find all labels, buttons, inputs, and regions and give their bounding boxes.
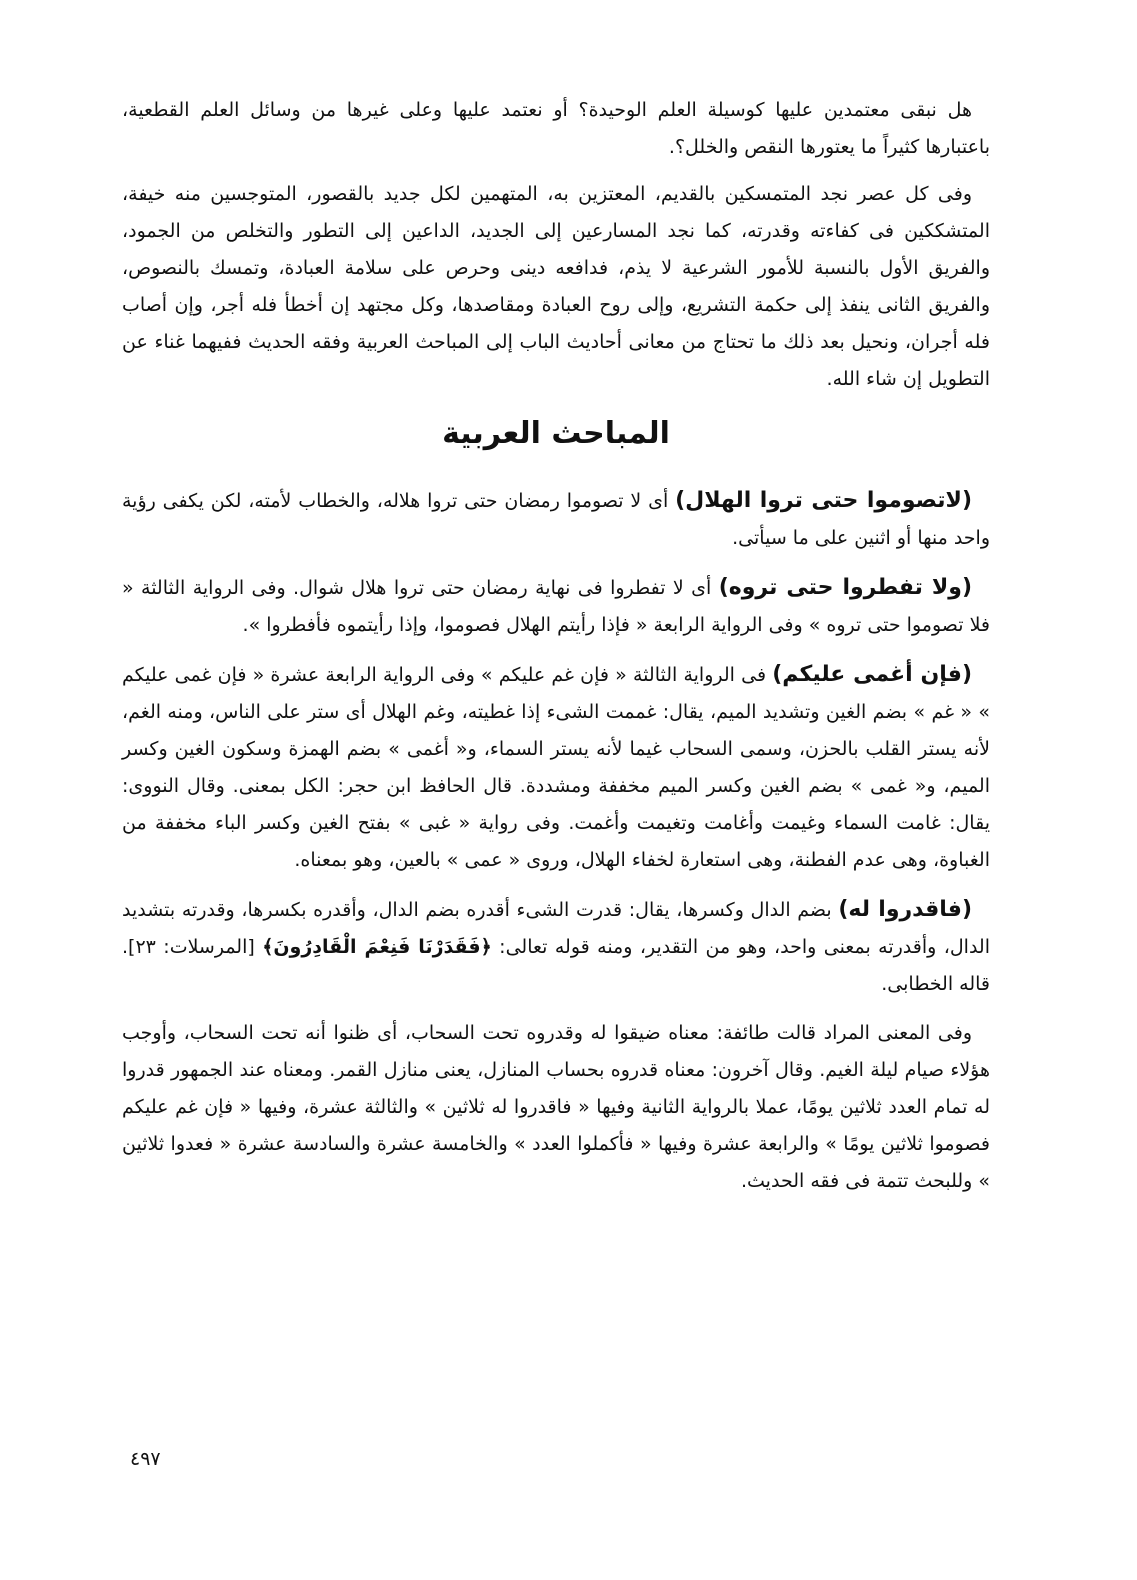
- entry-1: [122, 482, 990, 557]
- entry-4-text: بضم الدال وكسرها، يقال: قدرت الشىء أقدره بضم الدال، وأقدره بكسرها، وقدرته بتشديد الدال، وأقدرته بمعنى واحد، وهو من التقدير، ومنه قوله تعالى:: [122, 899, 990, 958]
- section-heading: المباحث العربية: [442, 416, 670, 451]
- page-body: [122, 92, 990, 1200]
- entry-3-text: فى الرواية الثالثة « فإن غم عليكم » وفى الرواية الرابعة عشرة « فإن غمى عليكم » « غم » بضم الغين وتشديد الميم، يقال: غممت الشىء إذا غطيته، وغم الهلال أى ستر على الناس، ومنه الغم، لأنه يستر القلب بالحزن، وسمى السحاب غيما لأنه يستر السماء، و« أغمى » بضم الهمزة وسكون الغين وكسر الميم، و« غمى » بضم الغين وكسر الميم مخففة ومشددة. قال الحافظ ابن حجر: الكل بمعنى. وقال النووى: يقال: غامت السماء وغيمت وأغامت وتغيمت وأغمت. وفى رواية « غبى » بفتح الغين وكسر الباء مخففة من الغباوة، وهى عدم الفطنة، وهى استعارة لخفاء الهلال، وروى « عمى » بالعين، وهو بمعناه.: [122, 664, 990, 871]
- entry-4: [122, 891, 990, 1003]
- paragraph-final: وفى المعنى المراد قالت طائفة: معناه ضيقوا له وقدروه تحت السحاب، أى ظنوا أنه تحت السحاب، وأوجب هؤلاء صيام ليلة الغيم. وقال آخرون: معناه قدروه بحساب المنازل، يعنى منازل القمر. ومعناه عند الجمهور قدروا له تمام العدد ثلاثين يومًا، عملا بالرواية الثانية وفيها « فاقدروا له ثلاثين » والثالثة عشرة، وفيها « فإن غم عليكم فصوموا ثلاثين يومًا » والرابعة عشرة وفيها « فأكملوا العدد » والخامسة عشرة والسادسة عشرة « فعدوا ثلاثين » وللبحث تتمة فى فقه الحديث.: [122, 1022, 990, 1192]
- entry-2-lemma: (ولا تفطروا حتى تروه): [718, 575, 972, 600]
- entry-3-lemma: (فإن أغمى عليكم): [772, 662, 972, 687]
- entry-1-lemma: (لاتصوموا حتى تروا الهلال): [675, 488, 972, 513]
- entry-4-lemma: (فاقدروا له): [838, 897, 972, 922]
- page-number: ٤٩٧: [130, 1448, 161, 1470]
- paragraph-2: وفى كل عصر نجد المتمسكين بالقديم، المعتزين به، المتهمين لكل جديد بالقصور، المتوجسين منه خيفة، المتشككين فى كفاءته وقدرته، كما نجد المسارعين إلى الجديد، الداعين إلى التطور والتخلص من الجمود، والفريق الأول بالنسبة للأمور الشرعية لا يذم، فدافعه دينى وحرص على سلامة العبادة، وتمسك بالنصوص، والفريق الثانى ينفذ إلى حكمة التشريع، وإلى روح العبادة ومقاصدها، وكل مجتهد إن أخطأ فله أجر، وإن أصاب فله أجران، ونحيل بعد ذلك ما تحتاج من معانى أحاديث الباب إلى المباحث العربية وفقه الحديث ففيهما غناء عن التطويل إن شاء الله.: [122, 183, 990, 390]
- entry-2-text: أى لا تفطروا فى نهاية رمضان حتى تروا هلال شوال. وفى الرواية الثالثة « فلا تصوموا حتى تروه » وفى الرواية الرابعة « فإذا رأيتم الهلال فصوموا، وإذا رأيتموه فأفطروا ».: [122, 577, 990, 636]
- entry-2: [122, 569, 990, 644]
- entry-3: [122, 656, 990, 879]
- quran-verse: ﴿فَقَدَرْنَا فَنِعْمَ الْقَادِرُونَ﴾: [262, 936, 492, 958]
- paragraph-1: هل نبقى معتمدين عليها كوسيلة العلم الوحيدة؟ أو نعتمد عليها وعلى غيرها من وسائل العلم القطعية، باعتبارها كثيراً ما يعتورها النقص والخلل؟.: [122, 99, 990, 158]
- entry-1-text: أى لا تصوموا رمضان حتى تروا هلاله، والخطاب لأمته، لكن يكفى رؤية واحد منها أو اثنين على ما سيأتى.: [122, 490, 990, 549]
- entry-4-citation: [المرسلات: ٢٣]. قاله الخطابى.: [122, 936, 990, 995]
